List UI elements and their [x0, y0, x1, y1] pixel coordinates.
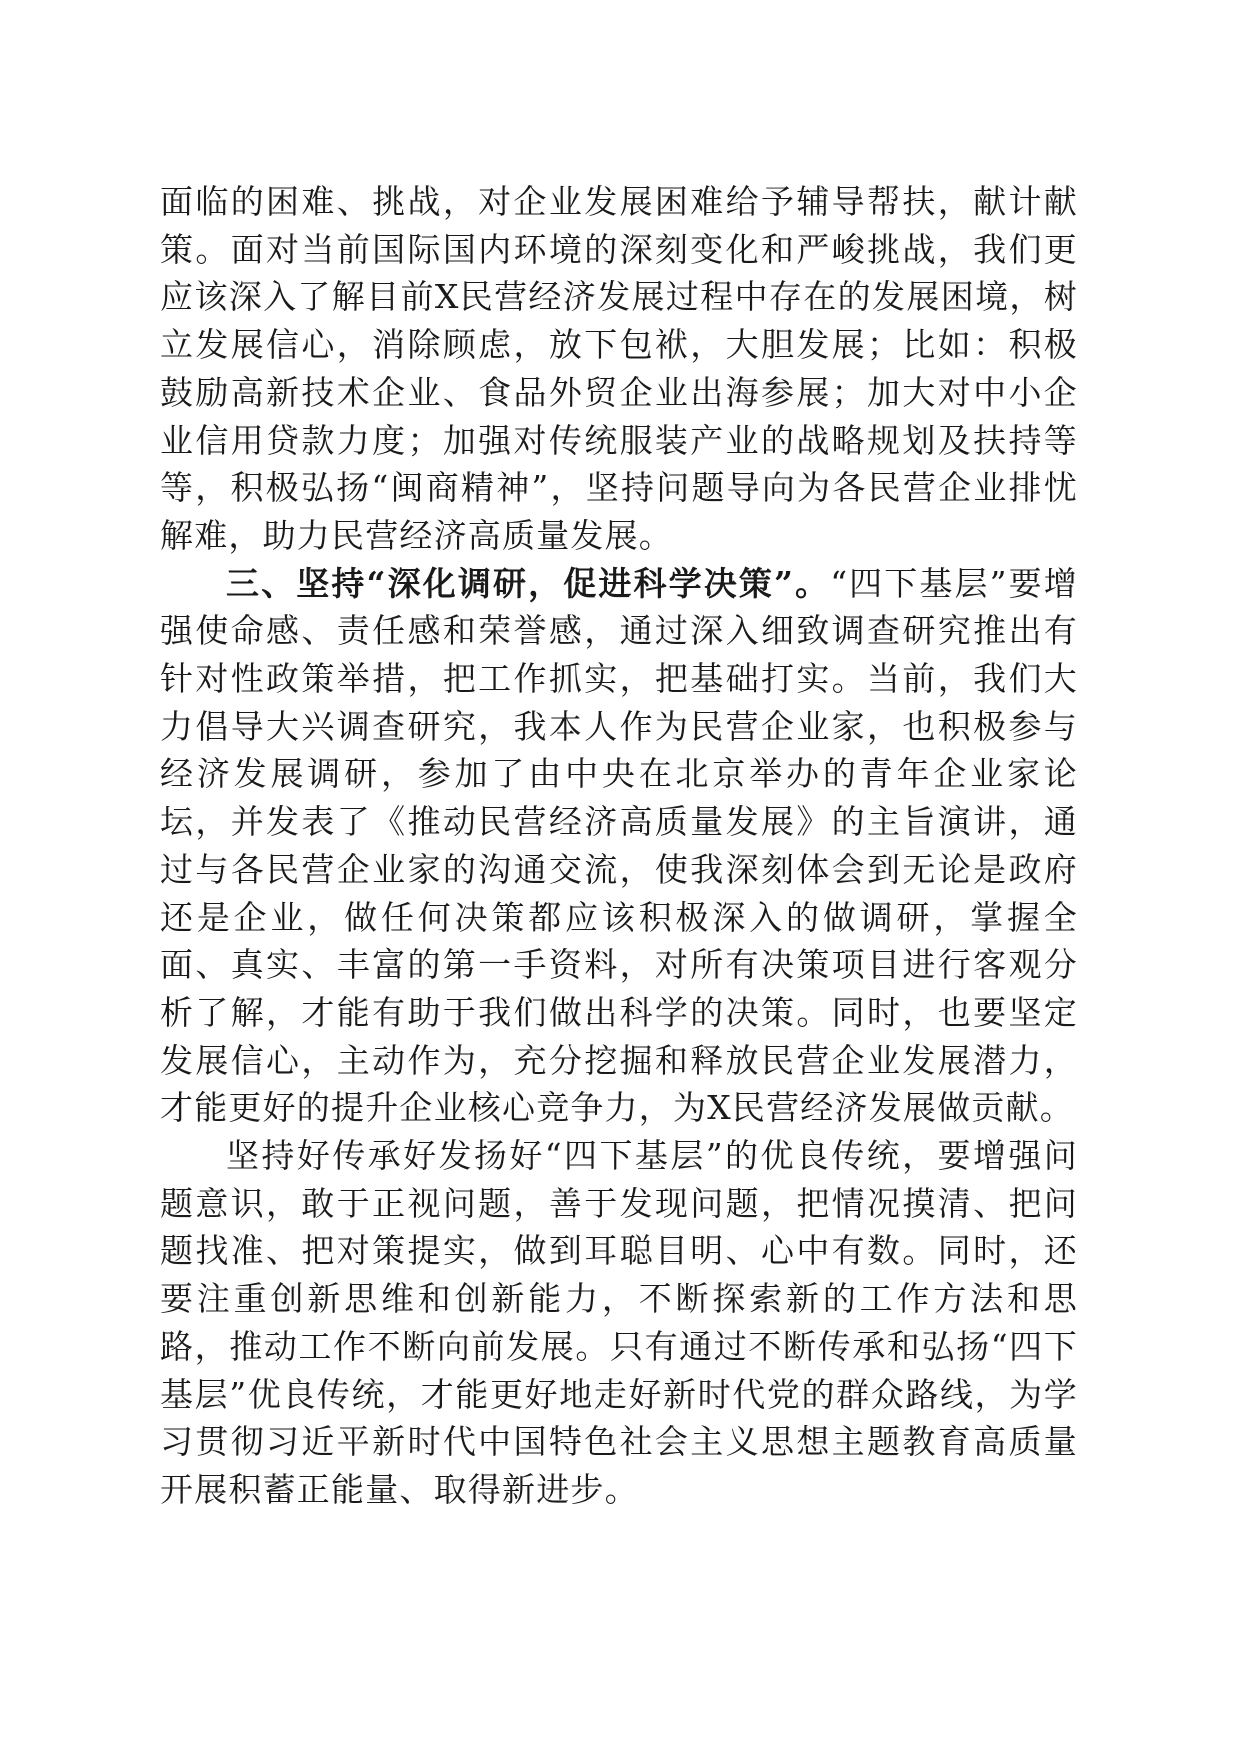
paragraph-text: “四下基层”要增强使命感、责任感和荣誉感，通过深入细致调查研究推出有针对性政策举措，把工作抓实，把基础打实。当前，我们大力倡导大兴调查研究，我本人作为民营企业家，也积极参与经济发展调研，参加了由中央在北京举办的青年企业家论坛，并发表了《推动民营经济高质量发展》的主旨演讲，通过与各民营企业家的沟通交流，使我深刻体会到无论是政府还是企业，做任何决策都应该积极深入的做调研，掌握全面、真实、丰富的第一手资料，对所有决策项目进行客观分析了解，才能有助于我们做出科学的决策。同时，也要坚定发展信心，主动作为，充分挖掘和释放民营企业发展潜力，才能更好的提升企业核心竞争力，为X民营经济发展做贡献。	[160, 563, 1078, 1128]
section-heading: 三、坚持“深化调研，促进科学决策”。	[226, 563, 831, 603]
paragraph-conclusion	[160, 1132, 1078, 1514]
paragraph-section-three	[160, 560, 1078, 1132]
paragraph-text: 坚持好传承好发扬好“四下基层”的优良传统，要增强问题意识，敢于正视问题，善于发现问题，把情况摸清、把问题找准、把对策提实，做到耳聪目明、心中有数。同时，还要注重创新思维和创新能力，不断探索新的工作方法和思路，推动工作不断向前发展。只有通过不断传承和弘扬“四下基层”优良传统，才能更好地走好新时代党的群众路线，为学习贯彻习近平新时代中国特色社会主义思想主题教育高质量开展积蓄正能量、取得新进步。	[160, 1136, 1078, 1509]
paragraph-continuation	[160, 178, 1078, 560]
paragraph-text: 面临的困难、挑战，对企业发展困难给予辅导帮扶，献计献策。面对当前国际国内环境的深刻变化和严峻挑战，我们更应该深入了解目前X民营经济发展过程中存在的发展困境，树立发展信心，消除顾虑，放下包袱，大胆发展；比如：积极鼓励高新技术企业、食品外贸企业出海参展；加大对中小企业信用贷款力度；加强对传统服装产业的战略规划及扶持等等，积极弘扬“闽商精神”，坚持问题导向为各民营企业排忧解难，助力民营经济高质量发展。	[160, 182, 1078, 555]
document-body	[160, 178, 1078, 1514]
